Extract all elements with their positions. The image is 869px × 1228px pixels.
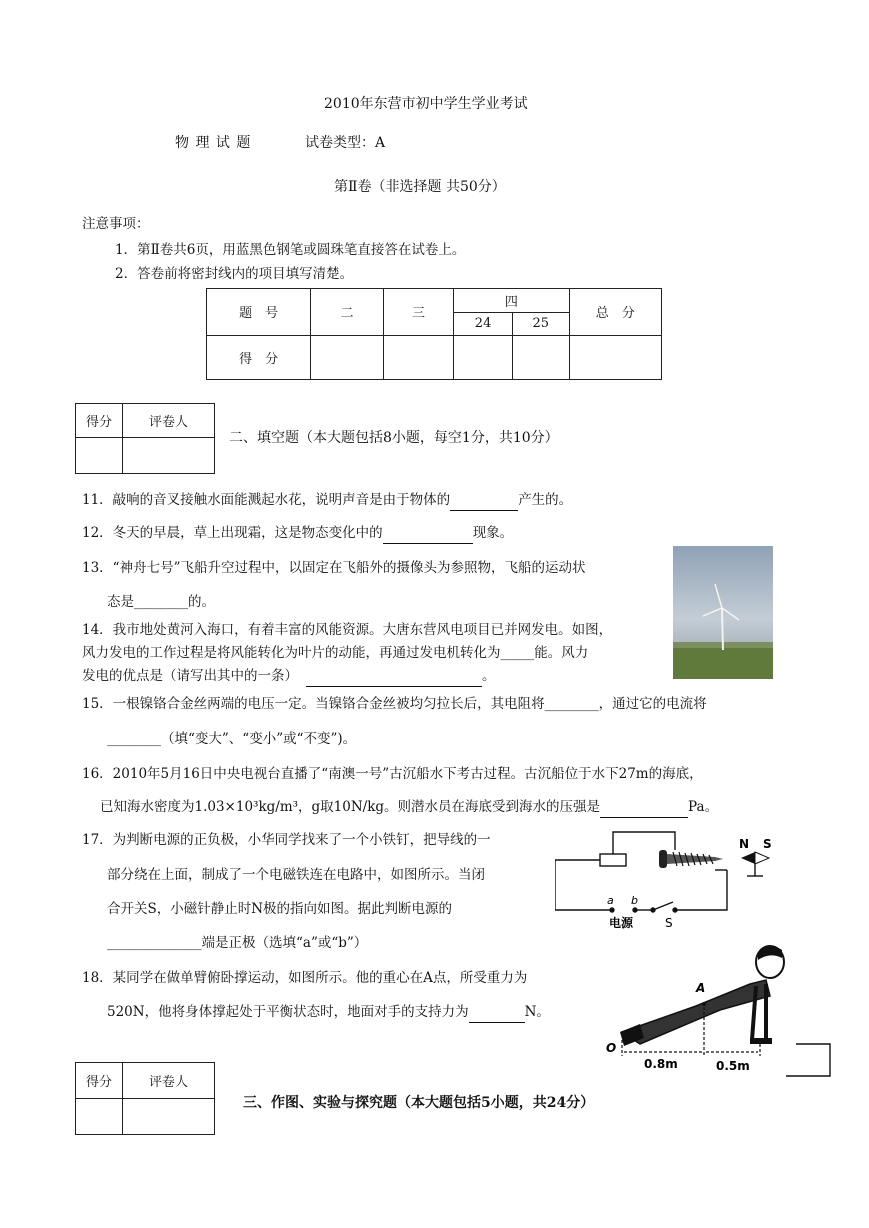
q18-blank[interactable] xyxy=(469,1002,525,1023)
label-point-o: O xyxy=(606,1041,617,1055)
question-12 xyxy=(82,523,513,544)
q14-blank[interactable] xyxy=(306,666,482,687)
score-table xyxy=(206,288,662,380)
question-18-line2 xyxy=(107,1002,550,1023)
q12-text: 12．冬天的早晨，草上出现霜，这是物态变化中的 xyxy=(82,525,383,541)
question-15-line1: 15．一根镍铬合金丝两端的电压一定。当镍铬合金丝被均匀拉长后，其电阻将________，通过它的电流将 xyxy=(82,696,707,712)
q11-blank[interactable] xyxy=(450,490,518,511)
label-b: b xyxy=(631,894,638,907)
label-source: 电源 xyxy=(609,916,634,930)
grader-name-cell-2[interactable] xyxy=(123,1099,215,1135)
q11-tail: 产生的。 xyxy=(518,492,573,508)
score-cell-25[interactable] xyxy=(512,335,569,380)
section2-heading: 二、填空题（本大题包括8小题，每空1分，共10分） xyxy=(229,430,559,446)
q12-blank[interactable] xyxy=(383,523,473,544)
question-16-line2 xyxy=(100,797,718,818)
question-15-line2: ________（填“变大”、“变小”或“不变”)。 xyxy=(107,731,357,747)
score-cell-2[interactable] xyxy=(311,335,383,380)
question-17-line4: ______________端是正极（选填“a”或“b”） xyxy=(107,935,368,951)
q12-tail: 现象。 xyxy=(472,525,514,541)
volume-label: 第Ⅱ卷（非选择题 共50分） xyxy=(334,179,506,195)
row-label-number: 题 号 xyxy=(207,289,311,336)
col-25: 25 xyxy=(512,313,569,335)
question-14-line1: 14．我市地处黄河入海口，有着丰富的风能资源。大唐东营风电项目已并网发电。如图， xyxy=(82,622,613,638)
notes-item-1: 1．第Ⅱ卷共6页，用蓝黑色钢笔或圆珠笔直接答在试卷上。 xyxy=(115,242,466,258)
col-24: 24 xyxy=(454,313,513,335)
question-13-line1: 13．“神舟七号”飞船升空过程中，以固定在飞船外的摄像头为参照物，飞船的运动状 xyxy=(82,560,586,576)
q16-tail: Pa。 xyxy=(688,799,719,815)
label-n: N xyxy=(739,837,750,851)
grader-box-section2 xyxy=(75,403,215,474)
question-14-line2: 风力发电的工作过程是将风能转化为叶片的动能，再通过发电机转化为_____能。风力 xyxy=(82,645,589,661)
label-distance-2: 0.5m xyxy=(716,1059,750,1073)
person-pushup-icon xyxy=(620,946,784,1046)
question-11 xyxy=(82,490,572,511)
notes-heading: 注意事项： xyxy=(82,216,150,232)
grader-score-label: 得分 xyxy=(76,404,123,438)
grader-name-cell[interactable] xyxy=(123,438,215,474)
electromagnet-circuit-diagram xyxy=(555,828,785,934)
subject-label: 物 理 试 题 xyxy=(175,135,252,151)
label-a: a xyxy=(607,894,614,907)
row-label-score: 得 分 xyxy=(207,335,311,380)
score-cell-24[interactable] xyxy=(454,335,513,380)
label-s: S xyxy=(763,837,772,851)
label-distance-1: 0.8m xyxy=(644,1057,678,1071)
question-18-line1: 18．某同学在做单臂俯卧撑运动，如图所示。他的重心在A点，所受重力为 xyxy=(82,970,528,986)
q11-text: 11．敲响的音叉接触水面能溅起水花，说明声音是由于物体的 xyxy=(82,492,451,508)
exam-title: 2010年东营市初中学生学业考试 xyxy=(324,96,528,112)
grader-box-section3 xyxy=(75,1062,215,1135)
grader-name-label: 评卷人 xyxy=(123,404,215,438)
question-17-line2: 部分绕在上面，制成了一个电磁铁连在电路中，如图所示。当闭 xyxy=(107,867,485,883)
question-13-line2: 态是________的。 xyxy=(107,594,215,610)
grader-score-cell[interactable] xyxy=(76,438,123,474)
grader-score-label-2: 得分 xyxy=(76,1063,123,1099)
score-cell-3[interactable] xyxy=(383,335,453,380)
compass-needle-icon xyxy=(741,852,769,876)
nail-coil-icon xyxy=(659,850,723,868)
question-16-line1: 16．2010年5月16日中央电视台直播了“南澳一号”古沉船水下考古过程。古沉船位于水下27m的海底， xyxy=(82,766,703,782)
grader-name-label-2: 评卷人 xyxy=(123,1063,215,1099)
question-17-line3: 合开关S，小磁针静止时N极的指向如图。据此判断电源的 xyxy=(107,901,453,917)
question-17-line1: 17．为判断电源的正负极，小华同学找来了一个小铁钉，把导线的一 xyxy=(82,832,491,848)
pushup-diagram xyxy=(600,940,836,1082)
q14-text: 发电的优点是（请写出其中的一条） xyxy=(82,668,298,684)
q18-tail: N。 xyxy=(524,1004,550,1020)
label-point-a: A xyxy=(696,981,706,995)
wind-turbine-photo xyxy=(673,546,773,679)
paper-type-label: 试卷类型：A xyxy=(305,135,386,151)
q16-text: 已知海水密度为1.03×10³kg/m³，g取10N/kg。则潜水员在海底受到海水的压强是 xyxy=(100,799,601,815)
grader-score-cell-2[interactable] xyxy=(76,1099,123,1135)
col-2: 二 xyxy=(311,289,383,336)
q16-blank[interactable] xyxy=(600,797,688,818)
q18-text: 520N，他将身体撑起处于平衡状态时，地面对手的支持力为 xyxy=(107,1004,469,1020)
section3-heading: 三、作图、实验与探究题（本大题包括5小题，共24分） xyxy=(243,1095,595,1111)
q14-tail: 。 xyxy=(482,668,496,684)
col-total: 总 分 xyxy=(569,289,661,336)
label-switch: S xyxy=(665,916,673,930)
score-cell-total[interactable] xyxy=(569,335,661,380)
col-4: 四 xyxy=(454,289,569,313)
col-3: 三 xyxy=(383,289,453,336)
question-14-line3 xyxy=(82,666,496,687)
notes-item-2: 2．答卷前将密封线内的项目填写清楚。 xyxy=(115,266,354,282)
